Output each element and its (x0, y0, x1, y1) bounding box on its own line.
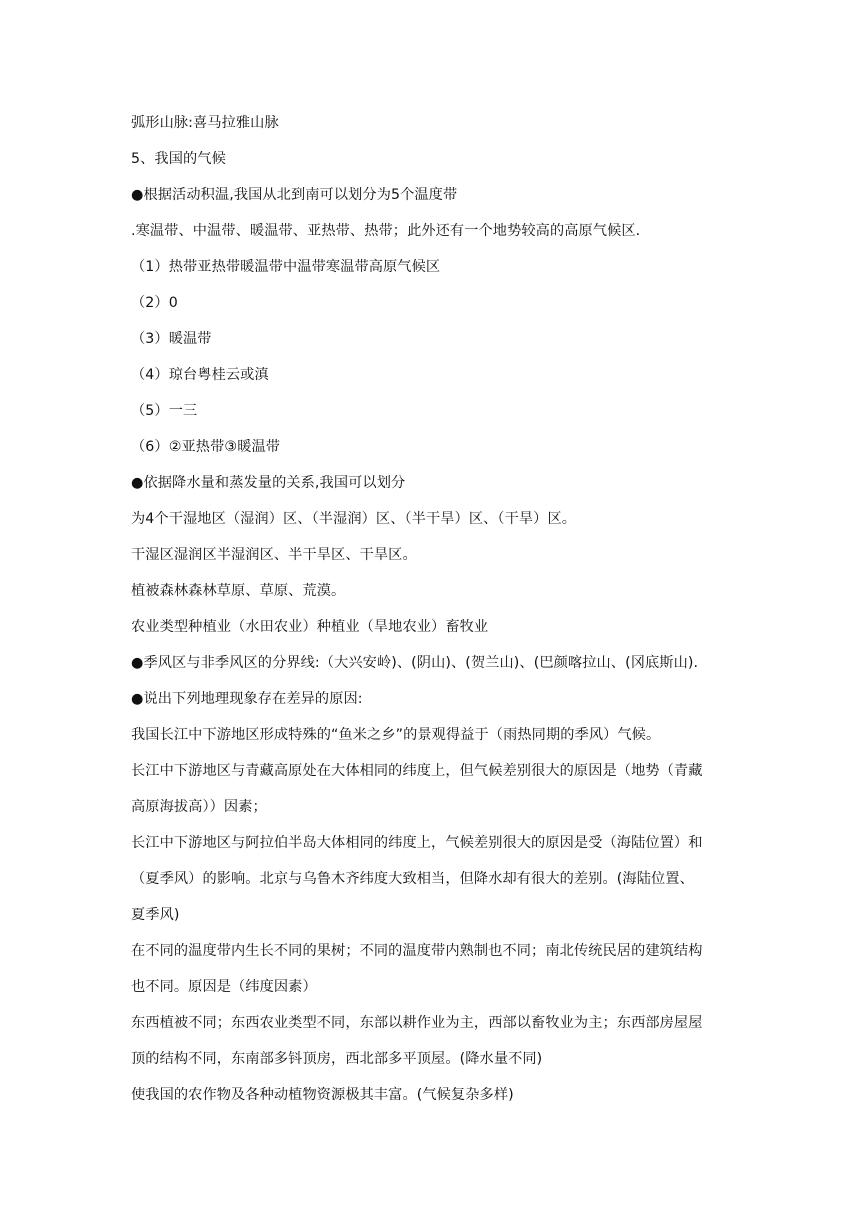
section-heading-climate: 5、我国的气候 (131, 151, 226, 167)
text-line-arabia-compare: 长江中下游地区与阿拉伯半岛大体相同的纬度上，气候差别很大的原因是受（海陆位置）和 (131, 835, 703, 851)
answer-item-6: （6）②亚热带③暖温带 (131, 439, 281, 455)
text-line-fish-rice: 我国长江中下游地区形成特殊的“鱼米之乡”的景观得益于（雨热同期的季风）气候。 (131, 727, 661, 743)
text-line-zone-list: .寒温带、中温带、暖温带、亚热带、热带；此外还有一个地势较高的高原气候区. (131, 223, 641, 239)
answer-item-5: （5）一三 (131, 403, 198, 419)
text-line-latitude-factor: 也不同。原因是（纬度因素） (131, 979, 317, 995)
text-line-agriculture: 农业类型种植业（水田农业）种植业（旱地农业）畜牧业 (131, 619, 489, 635)
text-line-fruit-trees: 在不同的温度带内生长不同的果树；不同的温度带内熟制也不同；南北传统民居的建筑结构 (131, 943, 703, 959)
text-line-four-regions: 为4个干湿地区（湿润）区、（半湿润）区、（半干旱）区、（干旱）区。 (131, 511, 577, 527)
answer-item-1: （1）热带亚热带暖温带中温带寒温带高原气候区 (131, 259, 441, 275)
bullet-temperature-zones: ●根据活动积温,我国从北到南可以划分为5个温度带 (131, 187, 458, 203)
text-line-roof-structure: 顶的结构不同，东南部多钭顶房，西北部多平顶屋。(降水量不同) (131, 1051, 543, 1067)
text-line-vegetation: 植被森林森林草原、草原、荒漠。 (131, 583, 346, 599)
bullet-monsoon-boundary: ●季风区与非季风区的分界线:（大兴安岭)、(阴山)、(贺兰山)、(巴颜喀拉山、(冈底斯山). (131, 655, 699, 671)
text-line-resources: 使我国的农作物及各种动植物资源极其丰富。(气候复杂多样) (131, 1087, 514, 1103)
bullet-dry-wet-regions: ●依据降水量和蒸发量的关系,我国可以划分 (131, 475, 406, 491)
answer-item-4: （4）琼台粤桂云或滇 (131, 367, 269, 383)
text-line-beijing-urumqi: （夏季风）的影响。北京与乌鲁木齐纬度大致相当，但降水却有很大的差别。(海陆位置、 (131, 871, 694, 887)
text-line-tibet-compare: 长江中下游地区与青藏高原处在大体相同的纬度上，但气候差别很大的原因是（地势（青藏 (131, 763, 703, 779)
bullet-explain-differences: ●说出下列地理现象存在差异的原因: (131, 691, 363, 707)
text-line-tibet-compare-cont: 高原海拔高））因素； (131, 799, 267, 815)
text-line-summer-monsoon: 夏季风) (131, 907, 180, 923)
answer-item-3: （3）暖温带 (131, 331, 212, 347)
text-line-arc-mountains: 弧形山脉:喜马拉雅山脉 (131, 115, 279, 131)
text-line-east-west: 东西植被不同；东西农业类型不同，东部以耕作业为主，西部以畜牧业为主；东西部房屋屋 (131, 1015, 703, 1031)
answer-item-2: （2）0 (131, 295, 178, 311)
text-line-dry-wet: 干湿区湿润区半湿润区、半干旱区、干旱区。 (131, 547, 417, 563)
